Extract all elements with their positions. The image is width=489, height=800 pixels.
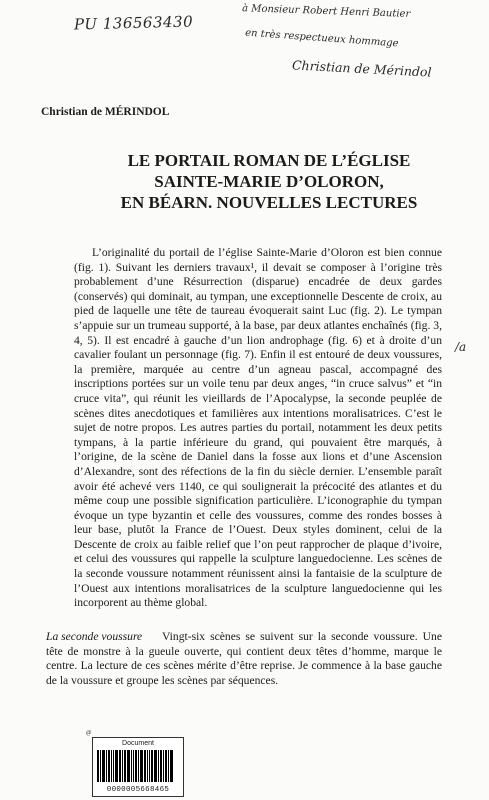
corner-mark: @ — [86, 730, 92, 736]
title-line-2: SAINTE-MARIE D’OLORON, — [154, 172, 384, 191]
section-seconde-voussure — [46, 630, 442, 688]
dedication-line-1: à Monsieur Robert Henri Bautier — [241, 3, 411, 20]
title-line-3: EN BÉARN. NOUVELLES LECTURES — [120, 193, 418, 212]
section-paragraph: Vingt-six scènes se suivent sur la seconde voussure. Une tête de monstre à la gueule ouverte, qui contient deux têtes d’homme, marque le centre. La lecture de ces scènes mérite d’être reprise. Je commence à la base gauche de la voussure et groupe les scènes par séquences. — [46, 630, 442, 687]
article-title — [96, 150, 442, 213]
catalog-reference: PU 136563430 — [73, 12, 194, 34]
barcode-icon — [97, 750, 179, 782]
barcode-number: 0000005668465 — [106, 786, 170, 794]
body-text — [74, 246, 442, 611]
title-line-1: LE PORTAIL ROMAN DE L’ÉGLISE — [127, 151, 411, 170]
dedication-line-2: en très respectueux hommage — [244, 27, 399, 50]
section-label: La seconde voussure — [46, 630, 143, 643]
handwritten-signature: Christian de Mérindol — [291, 57, 432, 80]
barcode-title: Document — [122, 740, 154, 747]
margin-correction: /a — [455, 340, 467, 354]
library-barcode-label — [92, 737, 184, 797]
intro-paragraph: L’originalité du portail de l’église Sainte-Marie d’Oloron est bien connue (fig. 1). Suivant les derniers travaux¹, il devait se composer à l’origine très probablement d’une Résurrection (disparue) encadrée de deux gardes (conservés) qui dominait, au tympan, une exceptionnelle Descente de croix, au pied de laquelle une tête de taureau évoquerait saint Luc (fig. 2). Le tympan s’appuie sur un trumeau supporté, à la base, par deux atlantes enchaînés (fig. 3, 4, 5). Il est encadré à gauche d’un lion androphage (fig. 6) et à droite d’un cavalier foulant un personnage (fig. 7). Enfin il est entouré de deux voussures, la première, marquée au centre d’un agneau pascal, accompagné des inscriptions portées sur un voile tenu par deux anges, “in cruce salvus” et “in cruce vita”, qui réunit les vieillards de l’Apocalypse, la seconde peuplée de scènes dites anecdotiques et familières aux intentions moralisatrices. C’est le sujet de notre propos. Les autres parties du portail, notamment les deux petits tympans, à la partie inférieure du grand, qui pouvaient être marqués, à l’origine, de la scène de Daniel dans la fosse aux lions et d’une Ascension d’Alexandre, sont des réfections de la fin du siècle dernier. L’ensemble paraît avoir été achevé vers 1140, ce qui soulignerait la précocité des atlantes et du même coup une possible signification particulière. L’iconographie du tympan évoque un type byzantin et celle des voussures, comme des rondes bosses à leur base, plutôt la France de l’Ouest. Deux styles dominent, celui de la Descente de croix au faible relief que l’on peut rapprocher de plaque d’ivoire, et celui des voussures qui rappelle la sculpture languedocienne. Les scènes de la seconde voussure notamment réunissent ainsi la fantaisie de la sculpture de l’Ouest aux intentions moralisatrices de la sculpture languedocienne qui les incorporent au thème global. — [74, 246, 442, 610]
author-name: Christian de MÉRINDOL — [41, 106, 170, 118]
